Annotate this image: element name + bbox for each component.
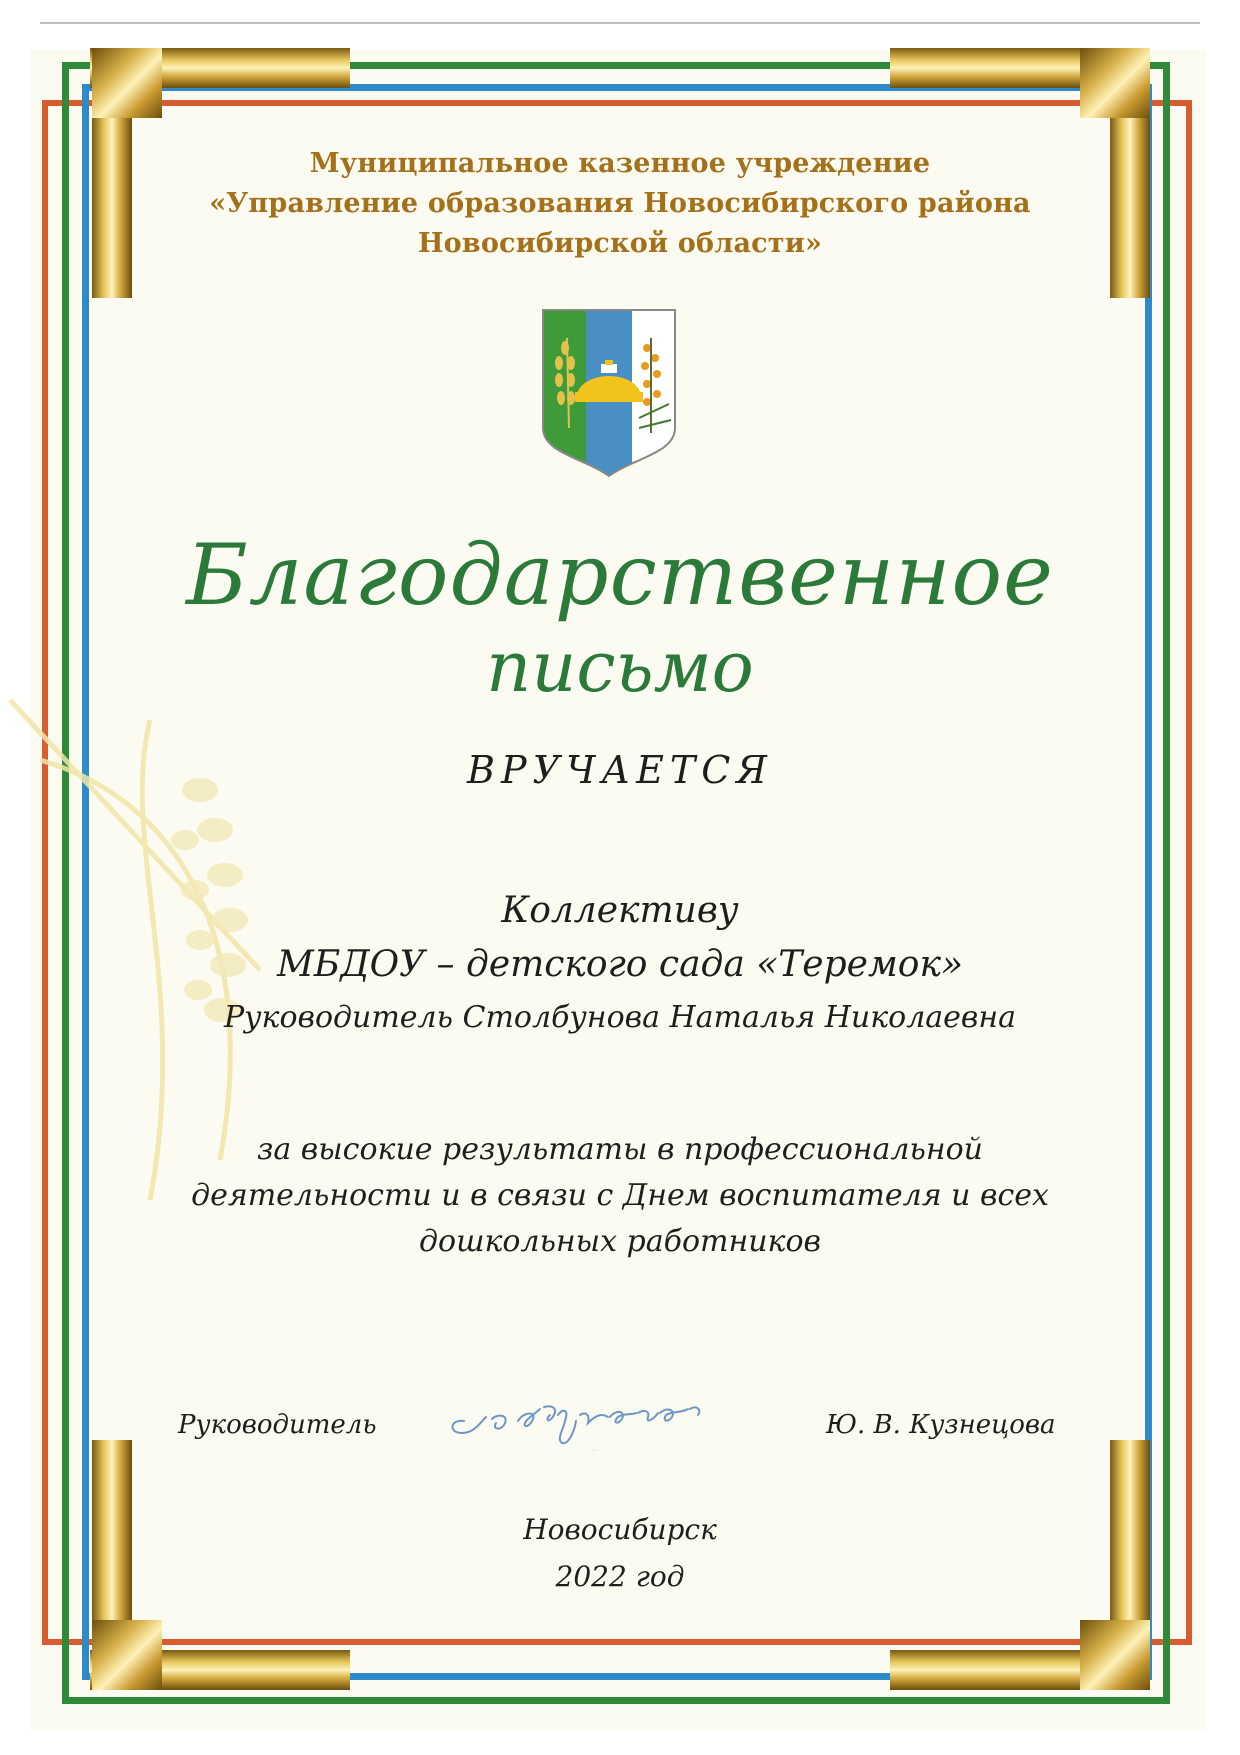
scan-edge-line (40, 22, 1200, 24)
gold-corner-bottom-left (92, 1620, 162, 1690)
gold-corner-top-left (92, 48, 162, 118)
coat-of-arms-icon (539, 308, 679, 480)
title-line-1: Благодарственное (186, 526, 1054, 624)
reason-line-1: за высокие результаты в профессиональной (256, 1132, 983, 1167)
reason-line-2: деятельности и в связи с Днем воспитателя и всех (191, 1178, 1049, 1213)
city: Новосибирск (523, 1513, 717, 1546)
recipient-line-1: Коллективу (501, 890, 739, 931)
recipient-line-3: Руководитель Столбунова Наталья Николаевна (223, 1000, 1017, 1035)
org-line-2: «Управление образования Новосибирского района (209, 188, 1031, 219)
org-line-1: Муниципальное казенное учреждение (309, 148, 931, 179)
awarded-label: ВРУЧАЕТСЯ (467, 748, 773, 792)
org-line-3: Новосибирской области» (417, 228, 823, 259)
gold-corner-top-right (1080, 48, 1150, 118)
signer-name: Ю. В. Кузнецова (826, 1410, 1056, 1440)
gold-corner-bottom-right (1080, 1620, 1150, 1690)
recipient-line-2: МБДОУ – детского сада «Теремок» (277, 944, 963, 985)
reason-line-3: дошкольных работников (419, 1224, 821, 1259)
signature-text: Ю. Кузнецова (590, 1451, 598, 1452)
year: 2022 год (555, 1560, 685, 1593)
signer-position: Руководитель (178, 1410, 377, 1440)
handwritten-signature (440, 1385, 730, 1455)
title-line-2: письмо (486, 626, 754, 708)
